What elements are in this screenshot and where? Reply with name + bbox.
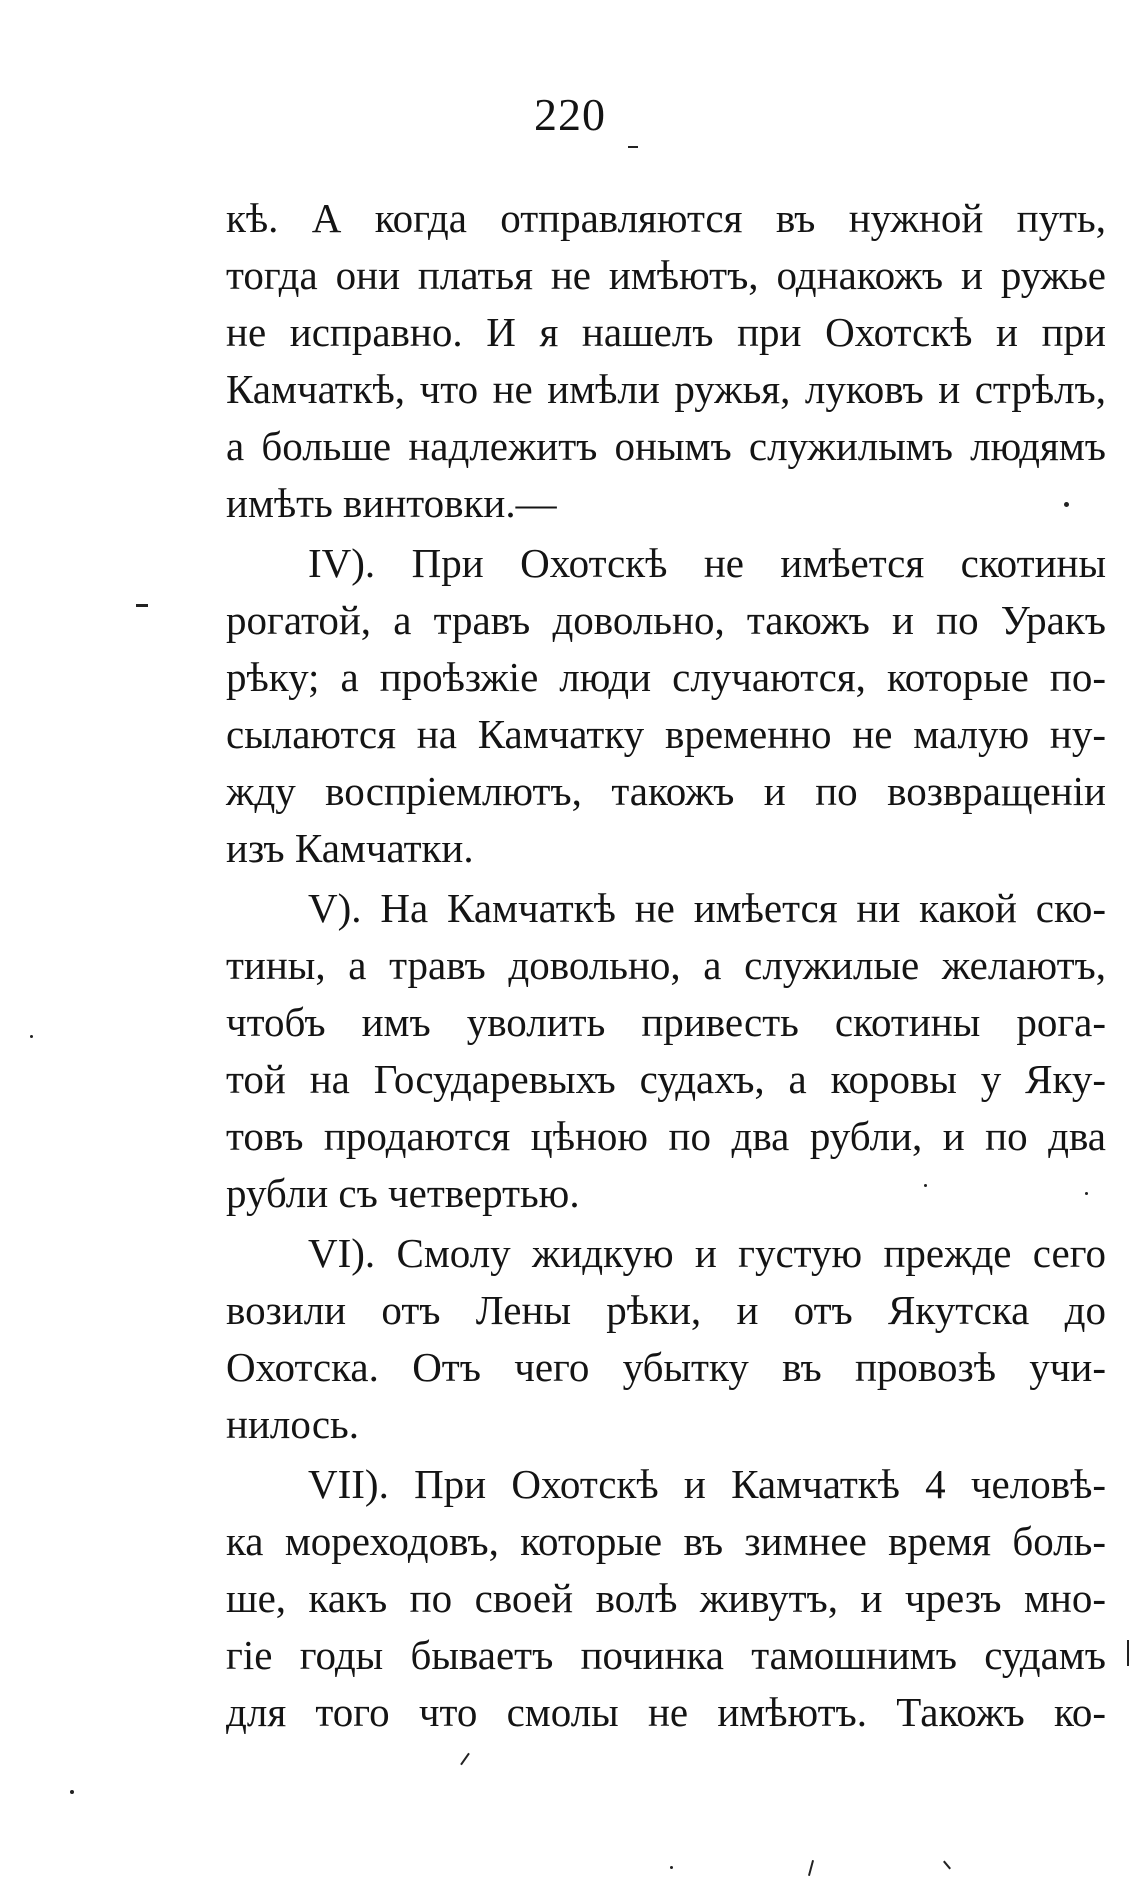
text-line: рѣку; а проѣзжіе люди случаются, которые по-	[226, 654, 1106, 700]
text-line: для того что смолы не имѣютъ. Такожъ ко-	[226, 1689, 1106, 1735]
scan-mark	[136, 604, 148, 607]
scan-mark	[628, 146, 638, 148]
paragraph-1	[226, 190, 1106, 532]
scan-mark	[943, 1861, 951, 1870]
text-line: Камчаткѣ, что не имѣли ружья, луковъ и стрѣлъ,	[226, 366, 1106, 412]
scan-mark	[808, 1860, 814, 1876]
scan-speck	[924, 1184, 927, 1187]
text-line: тины, а травъ довольно, а служилые желаютъ,	[226, 942, 1106, 988]
paragraph-5	[226, 1456, 1106, 1741]
paragraph-2	[226, 535, 1106, 877]
text-line: ше, какъ по своей волѣ живутъ, и чрезъ мно-	[226, 1575, 1106, 1621]
text-line: VII). При Охотскѣ и Камчаткѣ 4 человѣ-	[308, 1461, 1106, 1507]
text-line: чтобъ имъ уволить привесть скотины рога-	[226, 999, 1106, 1045]
scan-mark	[460, 1753, 470, 1766]
text-line: рубли съ четвертью.	[226, 1170, 580, 1216]
text-line: возили отъ Лены рѣки, и отъ Якутска до	[226, 1287, 1106, 1333]
text-line: а больше надлежитъ онымъ служилымъ людямъ	[226, 423, 1106, 469]
text-line: Охотска. Отъ чего убытку въ провозѣ учи-	[226, 1344, 1106, 1390]
text-line: нилось.	[226, 1401, 360, 1447]
text-line: кѣ. А когда отправляются въ нужной путь,	[226, 195, 1106, 241]
scan-speck	[1064, 502, 1069, 507]
text-line: изъ Камчатки.	[226, 825, 474, 871]
text-line: имѣть винтовки.—	[226, 480, 557, 526]
text-line: тогда они платья не имѣютъ, однакожъ и ружье	[226, 252, 1106, 298]
paragraph-3	[226, 880, 1106, 1222]
text-line: сылаются на Камчатку временно не малую ну-	[226, 711, 1106, 757]
text-line: не исправно. И я нашелъ при Охотскѣ и при	[226, 309, 1106, 355]
scan-speck	[670, 1866, 673, 1869]
body-text	[226, 190, 1106, 1741]
text-line: IV). При Охотскѣ не имѣется скотины	[308, 540, 1106, 586]
text-line: жду воспріемлютъ, такожъ и по возвращеніи	[226, 768, 1106, 814]
paragraph-4	[226, 1225, 1106, 1453]
text-line: VI). Смолу жидкую и густую прежде сего	[308, 1230, 1106, 1276]
page-number: 220	[534, 89, 606, 140]
text-line: той на Государевыхъ судахъ, а коровы у Яку-	[226, 1056, 1106, 1102]
text-line: гіе годы бываетъ починка тамошнимъ судамъ	[226, 1632, 1106, 1678]
scan-mark	[1127, 1640, 1129, 1666]
scan-speck	[30, 1035, 33, 1038]
text-line: товъ продаются цѣною по два рубли, и по два	[226, 1113, 1106, 1159]
text-line: рогатой, а травъ довольно, такожъ и по Уракъ	[226, 597, 1106, 643]
scan-speck	[70, 1790, 74, 1794]
text-line: ка мореходовъ, которые въ зимнее время боль-	[226, 1518, 1106, 1564]
scan-speck	[1085, 1192, 1088, 1195]
text-line: V). На Камчаткѣ не имѣется ни какой ско-	[308, 885, 1106, 931]
